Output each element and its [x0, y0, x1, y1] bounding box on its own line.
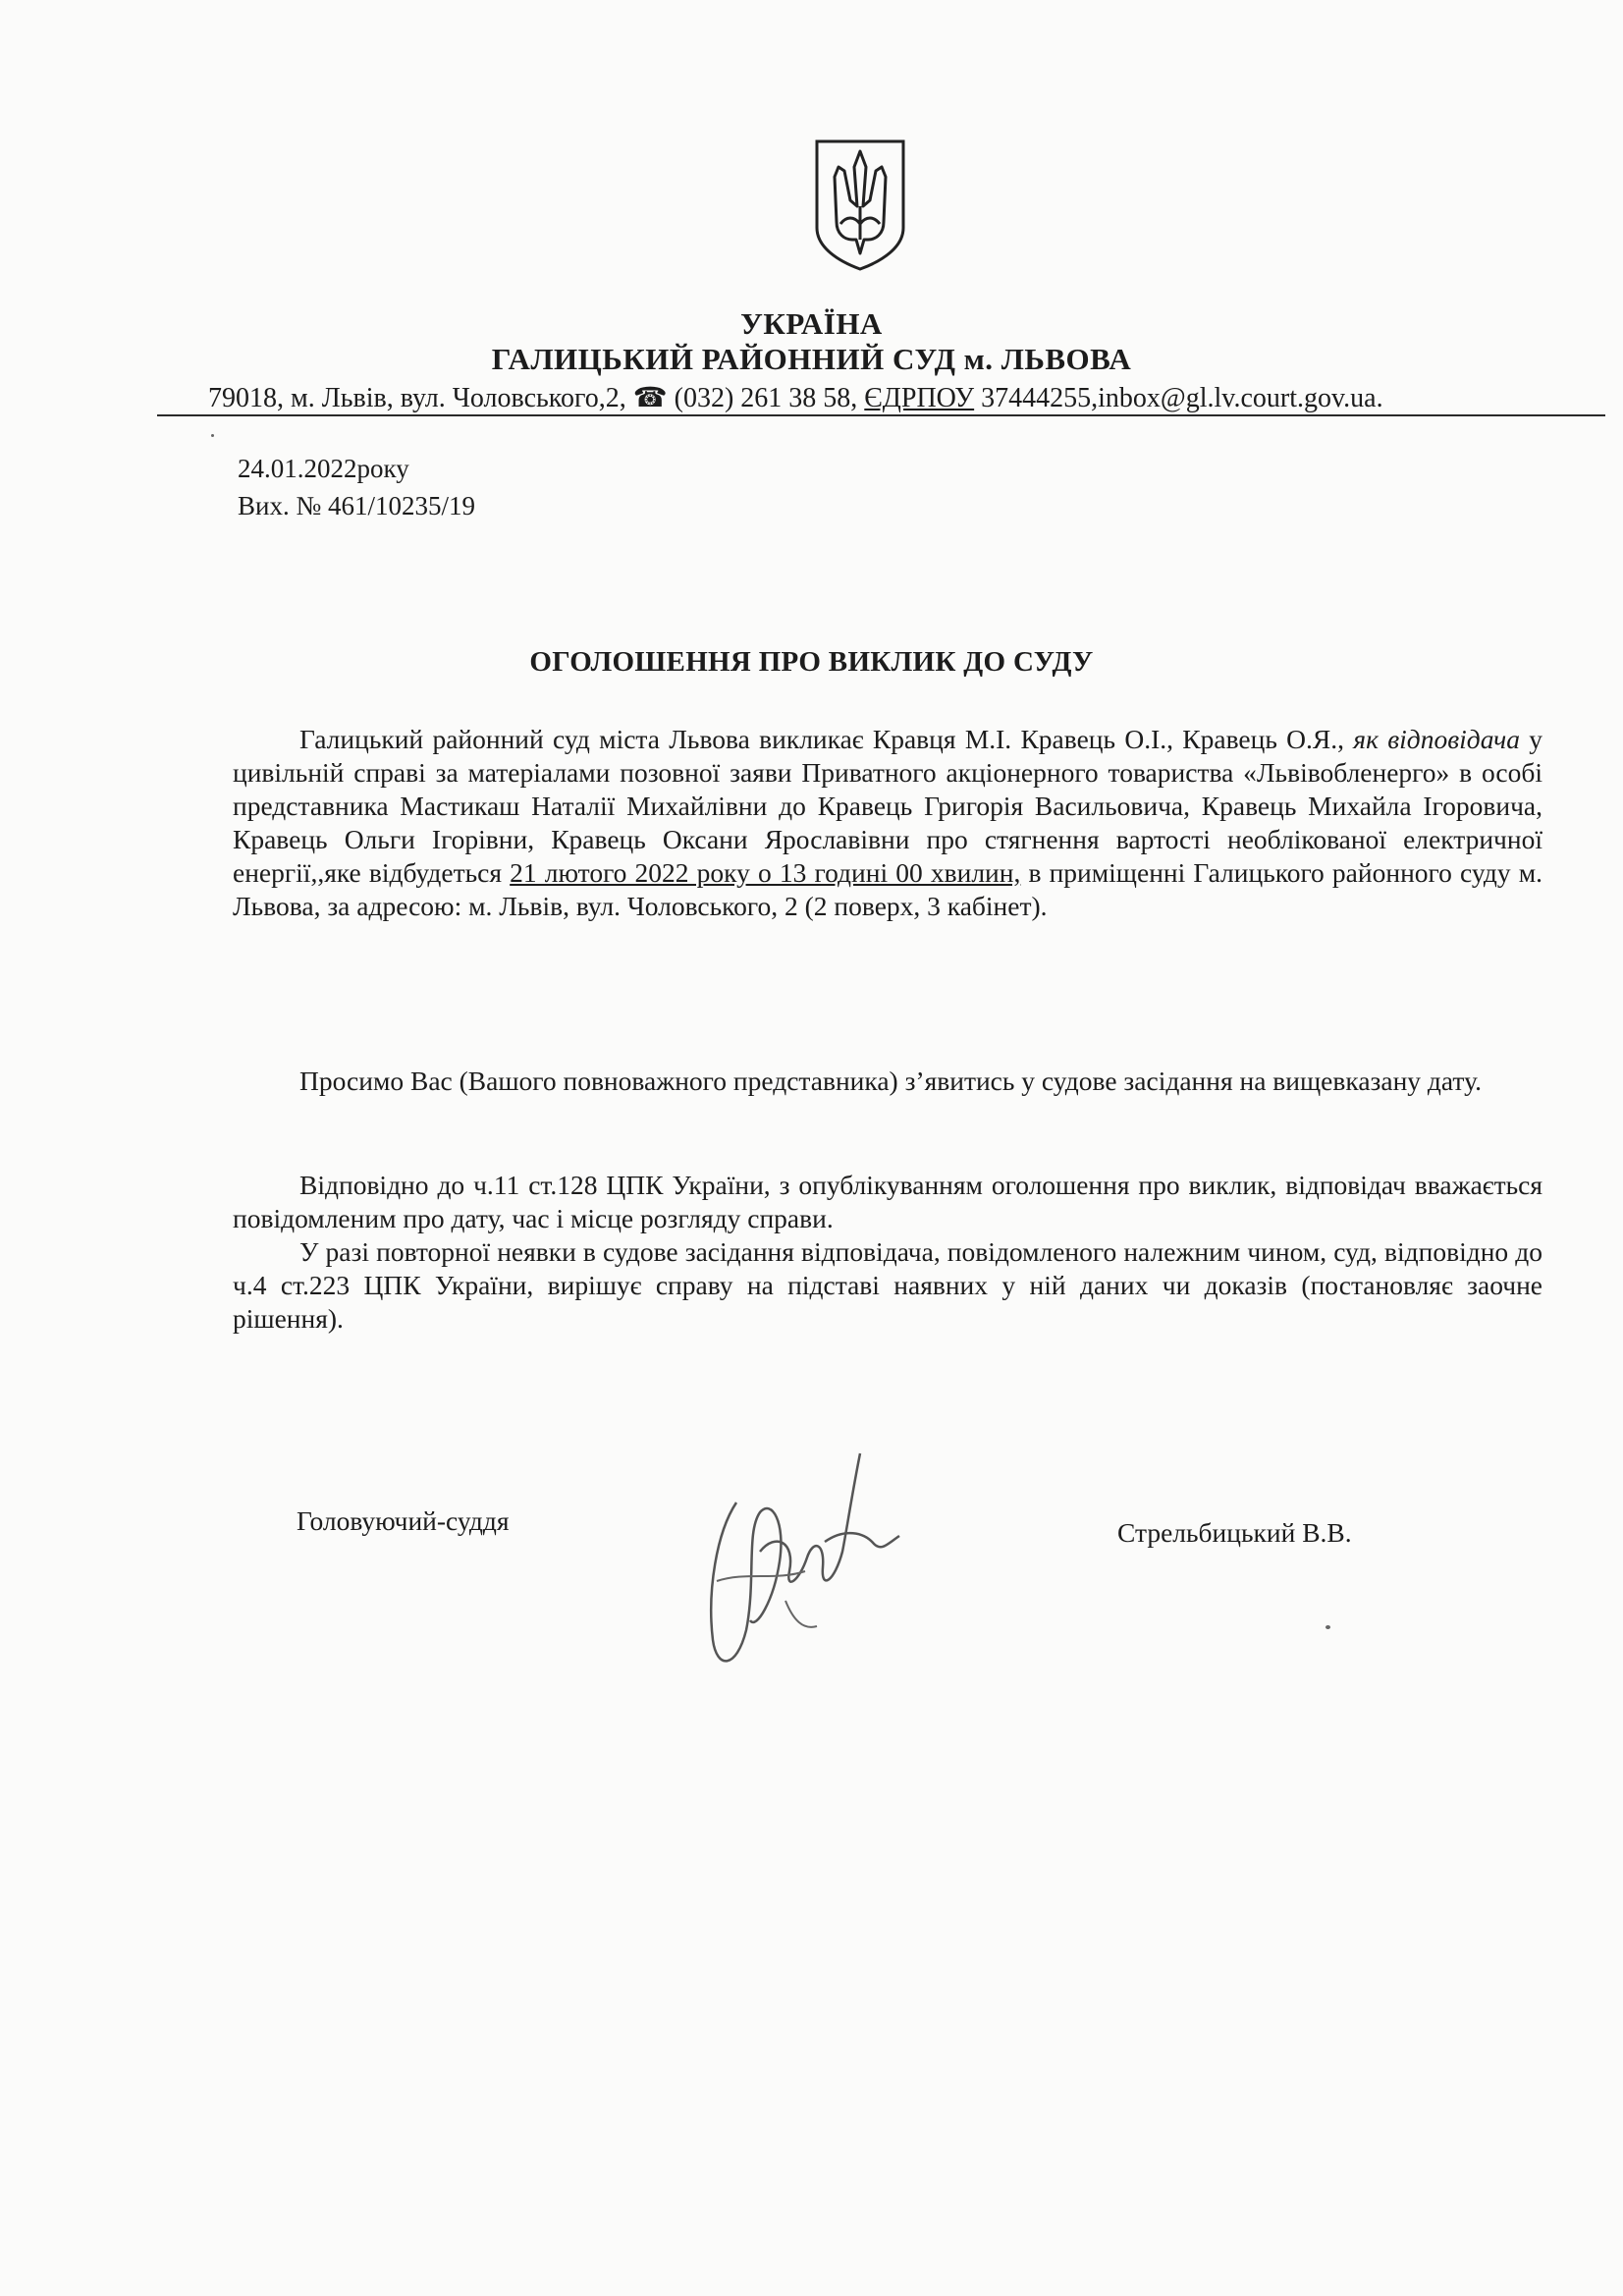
- document-title: ОГОЛОШЕННЯ ПРО ВИКЛИК ДО СУДУ: [529, 646, 1094, 678]
- summons-text-2: у цивільній справі за матеріалами позовної заяви Приватного акціонерного товариства «Львівобленерго» в особі представника Мастикаш Наталії Михайлівни до Кравець Григорія Васильовича, Кравець Михайла Ігоровича, Кравець Ольги Ігорівни, Кравець Оксани Ярославівни про стягнення вартості необлікованої електричної енергії,,яке відбудеться: [233, 724, 1543, 888]
- court-address: [208, 381, 1602, 414]
- scan-speck: [211, 434, 214, 437]
- request-text: Просимо Вас (Вашого повноважного представника) з’явитись у судове засідання на вищевказану дату.: [299, 1066, 1482, 1096]
- edrpou-email: 37444255,inbox@gl.lv.court.gov.ua.: [974, 383, 1383, 413]
- edrpou-label: ЄДРПОУ: [864, 383, 975, 413]
- coat-of-arms-icon: [811, 137, 909, 273]
- signatory-role: Головуючий-суддя: [297, 1505, 510, 1536]
- header-divider: [157, 414, 1605, 416]
- summons-role: як відповідача: [1353, 724, 1520, 754]
- phone-icon: ☎: [632, 383, 668, 413]
- outgoing-number: Вих. № 461/10235/19: [238, 491, 475, 520]
- paragraph-consequence: [233, 1235, 1542, 1336]
- paragraph-notice: [233, 1169, 1542, 1235]
- document-date: 24.01.2022року: [238, 454, 409, 483]
- address-phone: (032) 261 38 58,: [674, 383, 865, 413]
- scan-speck: [1325, 1625, 1330, 1629]
- country-heading: УКРАЇНА: [740, 306, 883, 341]
- address-street: 79018, м. Львів, вул. Чоловського,2,: [208, 383, 633, 413]
- handwritten-signature: [677, 1434, 913, 1689]
- hearing-datetime: 21 лютого 2022 року о 13 годині 00 хвилин,: [510, 857, 1021, 888]
- paragraph-request: [233, 1065, 1542, 1098]
- consequence-text: У разі повторної неявки в судове засідання відповідача, повідомленого належним чином, суд, відповідно до ч.4 ст.223 ЦПК України, вирішує справу на підставі наявних у ній даних чи доказів (постановляє заочне рішення).: [233, 1236, 1542, 1334]
- court-heading: ГАЛИЦЬКИЙ РАЙОННИЙ СУД м. ЛЬВОВА: [491, 342, 1132, 376]
- signatory-name: Стрельбицький В.В.: [1117, 1517, 1352, 1548]
- paragraph-summons: [233, 723, 1542, 923]
- summons-text-1: Галицький районний суд міста Львова викликає Кравця М.І. Кравець О.І., Кравець О.Я.,: [299, 724, 1354, 754]
- notice-text: Відповідно до ч.11 ст.128 ЦПК України, з опублікуванням оголошення про виклик, відповідач вважається повідомленим про дату, час і місце розгляду справи.: [233, 1170, 1542, 1233]
- summons-text-3: в приміщенні Галицького районного суду м. Львова, за адресою: м. Львів, вул. Чоловського, 2 (2 поверх, 3 кабінет).: [233, 857, 1542, 921]
